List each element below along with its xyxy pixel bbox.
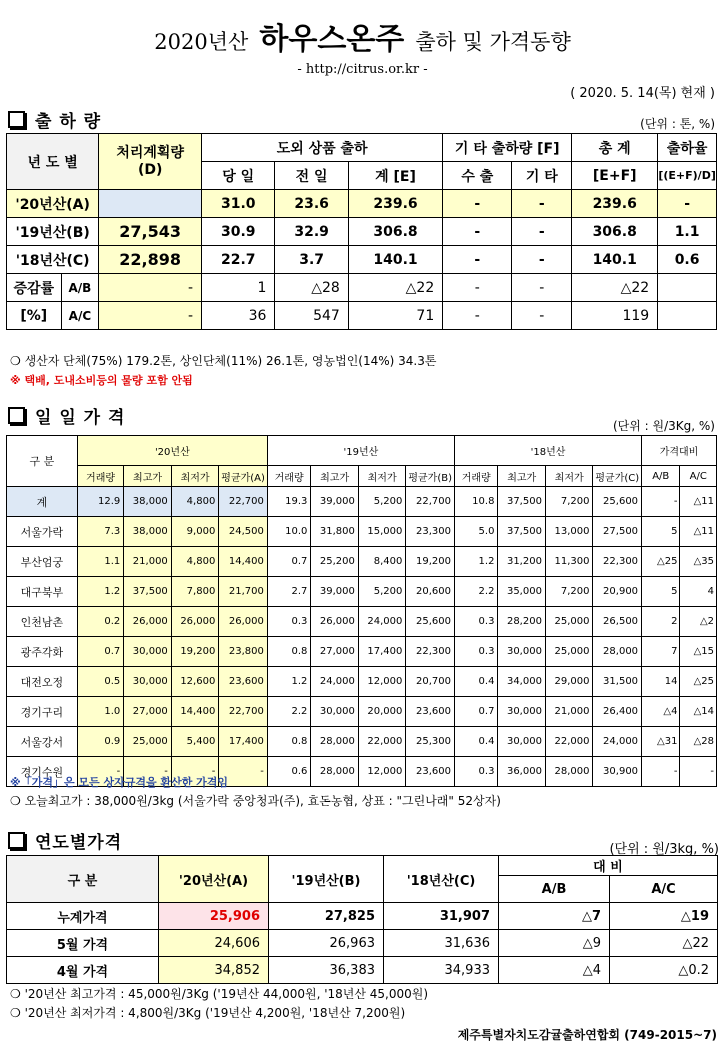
cell: 0.3 (454, 607, 497, 637)
cell: 38,000 (124, 517, 172, 547)
cell: 25,600 (593, 487, 642, 517)
cell: 22.7 (202, 246, 275, 274)
cell: 39,000 (311, 487, 359, 517)
table-row (7, 957, 718, 984)
cell: - (443, 190, 512, 218)
col-sub: 거래량 (267, 466, 310, 487)
cell: - (512, 274, 572, 302)
cell: 28,000 (311, 757, 359, 787)
table-row (7, 667, 717, 697)
cell: 24,500 (219, 517, 268, 547)
cell: 31.0 (202, 190, 275, 218)
col-rate-sub: [(E+F)/D] (658, 162, 717, 190)
col-rate: 출하율 (658, 134, 717, 162)
row-label: 부산엄궁 (7, 547, 78, 577)
cell: - (512, 218, 572, 246)
cell: 10.8 (454, 487, 497, 517)
cell: 12,600 (171, 667, 219, 697)
cell: 23,600 (406, 697, 455, 727)
col-sub: 최저가 (358, 466, 406, 487)
cell: 28,000 (593, 637, 642, 667)
yearly-max-note: ❍ '20년산 최고가격 : 45,000원/3Kg ('19년산 44,000원, '18년산 45,000원) (10, 987, 429, 1001)
cell: - (99, 274, 202, 302)
row-label: 경기수원 (7, 757, 78, 787)
title-suffix: 출하 및 가격동향 (415, 30, 571, 54)
cell: 0.7 (77, 637, 124, 667)
cell: 24,000 (311, 667, 359, 697)
cell: 35,000 (498, 577, 546, 607)
table-row (7, 218, 717, 246)
cell: △4 (642, 697, 680, 727)
cell: 12,000 (358, 667, 406, 697)
cell: 0.6 (267, 757, 310, 787)
col-year-2018: '18년산 (454, 436, 641, 466)
table-row (7, 246, 717, 274)
cell: 3.7 (275, 246, 348, 274)
cell: 0.5 (77, 667, 124, 697)
cell: 0.7 (267, 547, 310, 577)
cell: 0.7 (454, 697, 497, 727)
cell: 30,000 (498, 727, 546, 757)
cell: 140.1 (348, 246, 442, 274)
checkbox-square-icon (8, 407, 25, 424)
cell: △22 (348, 274, 442, 302)
cell: 12,000 (358, 757, 406, 787)
cell: 7,800 (171, 577, 219, 607)
cell: △2 (680, 607, 717, 637)
cell: 4,800 (171, 547, 219, 577)
cell: 36,383 (269, 957, 384, 984)
col-compare: 대 비 (499, 856, 718, 876)
col-prev: 전 일 (275, 162, 348, 190)
cell: 37,500 (124, 577, 172, 607)
site-url[interactable]: - http://citrus.or.kr - (297, 62, 428, 77)
cell: - (642, 487, 680, 517)
cell: 14,400 (171, 697, 219, 727)
cell: 0.6 (658, 246, 717, 274)
cell: 24,606 (159, 930, 269, 957)
cell: - (642, 757, 680, 787)
cell: 0.3 (454, 637, 497, 667)
cell: 37,500 (498, 517, 546, 547)
col-gubun: 구 분 (7, 436, 78, 487)
cell: - (512, 246, 572, 274)
cell: 21,000 (124, 547, 172, 577)
col-other: 기 타 출하량 [F] (443, 134, 572, 162)
cell: 20,700 (406, 667, 455, 697)
cell: △0.2 (610, 957, 718, 984)
cell: 239.6 (572, 190, 658, 218)
cell: 28,000 (311, 727, 359, 757)
cell: - (77, 757, 124, 787)
cell: 27,000 (124, 697, 172, 727)
row-label: 인천남촌 (7, 607, 78, 637)
cell: 27,825 (269, 903, 384, 930)
table-row (7, 302, 717, 330)
cell: 11,300 (545, 547, 593, 577)
cell: 2.2 (267, 697, 310, 727)
col-sub: 최고가 (124, 466, 172, 487)
cell: 23,800 (219, 637, 268, 667)
cell: 25,600 (406, 607, 455, 637)
cell: △15 (680, 637, 717, 667)
cell: 7,200 (545, 487, 593, 517)
cell: 20,600 (406, 577, 455, 607)
cell: 7 (642, 637, 680, 667)
row-label: A/C (61, 302, 99, 330)
table-row (7, 637, 717, 667)
cell: 20,000 (358, 697, 406, 727)
cell: 0.8 (267, 637, 310, 667)
cell: 140.1 (572, 246, 658, 274)
col-compare: 가격대비 (642, 436, 717, 466)
cell: 0.3 (454, 757, 497, 787)
cell: 26,963 (269, 930, 384, 957)
col-sub: 최저가 (171, 466, 219, 487)
cell: 22,700 (406, 487, 455, 517)
cell: - (680, 757, 717, 787)
table-row (7, 487, 717, 517)
cell: 22,700 (219, 697, 268, 727)
col-plan: 처리계획량 (D) (99, 134, 202, 190)
daily-price-table (6, 435, 717, 787)
cell: 547 (275, 302, 348, 330)
page-title (0, 14, 725, 58)
cell: 28,200 (498, 607, 546, 637)
table-row (7, 697, 717, 727)
cell: 306.8 (572, 218, 658, 246)
table-row (7, 190, 717, 218)
col-domestic: 도외 상품 출하 (202, 134, 443, 162)
cell: - (443, 274, 512, 302)
table-row (7, 727, 717, 757)
row-label: 경기구리 (7, 697, 78, 727)
cell: 36 (202, 302, 275, 330)
title-year: 2020년산 (154, 30, 249, 54)
cell: 30,000 (498, 697, 546, 727)
daily-unit: (단위 : 원/3Kg, %) (612, 419, 715, 433)
cell: 31,500 (593, 667, 642, 697)
cell: 31,800 (311, 517, 359, 547)
col-sub: A/C (680, 466, 717, 487)
checkbox-square-icon (8, 111, 25, 128)
cell: 27,500 (593, 517, 642, 547)
cell: 22,700 (219, 487, 268, 517)
cell: 36,000 (498, 757, 546, 787)
cell: 17,400 (358, 637, 406, 667)
cell: 5.0 (454, 517, 497, 547)
cell: - (658, 190, 717, 218)
col-sub: 최고가 (311, 466, 359, 487)
shipment-section-title: 출 하 량 (8, 107, 101, 132)
cell: 0.4 (454, 667, 497, 697)
daily-top-price: ❍ 오늘최고가 : 38,000원/3kg (서울가락 중앙청과(주), 효돈농협, 상표 : "그린나래" 52상자) (10, 794, 501, 808)
cell: 9,000 (171, 517, 219, 547)
cell: 30,000 (498, 637, 546, 667)
col-total-sub: [E+F] (572, 162, 658, 190)
cell: - (124, 757, 172, 787)
cell: 0.2 (77, 607, 124, 637)
cell: △11 (680, 517, 717, 547)
cell: 30,000 (311, 697, 359, 727)
yearly-price-table (6, 855, 718, 984)
col-sub: 최고가 (498, 466, 546, 487)
table-row (7, 607, 717, 637)
cell: 17,400 (219, 727, 268, 757)
cell: 27,543 (99, 218, 202, 246)
cell: 12.9 (77, 487, 124, 517)
cell: 239.6 (348, 190, 442, 218)
cell: 2.7 (267, 577, 310, 607)
cell: 19,200 (406, 547, 455, 577)
cell: 34,933 (384, 957, 499, 984)
cell: 24,000 (358, 607, 406, 637)
cell: 5,200 (358, 487, 406, 517)
cell: 26,500 (593, 607, 642, 637)
table-row (7, 903, 718, 930)
cell: 13,000 (545, 517, 593, 547)
cell: 21,000 (545, 697, 593, 727)
row-label: '18년산(C) (7, 246, 99, 274)
row-label: 대구북부 (7, 577, 78, 607)
cell: 71 (348, 302, 442, 330)
row-label: 4월 가격 (7, 957, 159, 984)
cell: 23.6 (275, 190, 348, 218)
cell: 30.9 (202, 218, 275, 246)
cell: △28 (275, 274, 348, 302)
cell: 14,400 (219, 547, 268, 577)
col-2020: '20년산(A) (159, 856, 269, 903)
cell: △25 (680, 667, 717, 697)
cell: 25,000 (545, 607, 593, 637)
cell: 21,700 (219, 577, 268, 607)
cell: - (443, 246, 512, 274)
cell: △14 (680, 697, 717, 727)
cell: 29,000 (545, 667, 593, 697)
checkbox-square-icon (8, 832, 25, 849)
cell: 7,200 (545, 577, 593, 607)
cell: 1.0 (77, 697, 124, 727)
cell: 26,000 (171, 607, 219, 637)
row-label: '20년산(A) (7, 190, 99, 218)
cell: 2.2 (454, 577, 497, 607)
cell: △25 (642, 547, 680, 577)
cell: 23,300 (406, 517, 455, 547)
col-sub: 거래량 (77, 466, 124, 487)
col-sum: 계 [E] (348, 162, 442, 190)
cell: 25,906 (159, 903, 269, 930)
cell: 5,400 (171, 727, 219, 757)
cell: 0.4 (454, 727, 497, 757)
cell: 26,400 (593, 697, 642, 727)
daily-note: ※「가격」은 모든 상자규격을 환산한 가격임 (10, 776, 229, 789)
cell: △35 (680, 547, 717, 577)
cell: △7 (499, 903, 610, 930)
table-row (7, 930, 718, 957)
cell: - (512, 190, 572, 218)
cell (658, 302, 717, 330)
cell: 5 (642, 577, 680, 607)
cell: 8,400 (358, 547, 406, 577)
cell: △9 (499, 930, 610, 957)
cell: 2 (642, 607, 680, 637)
table-row (7, 517, 717, 547)
cell: △4 (499, 957, 610, 984)
cell: - (512, 302, 572, 330)
col-etc: 기 타 (512, 162, 572, 190)
cell: 37,500 (498, 487, 546, 517)
cell: 22,300 (593, 547, 642, 577)
yearly-min-note: ❍ '20년산 최저가격 : 4,800원/3Kg ('19년산 4,200원, '18년산 7,200원) (10, 1006, 406, 1020)
col-sub: 평균가(A) (219, 466, 268, 487)
cell: 23,600 (406, 757, 455, 787)
col-ab: A/B (499, 876, 610, 903)
cell: △19 (610, 903, 718, 930)
footer-org: 제주특별자치도감귤출하연합회 (749-2015~7) (457, 1028, 717, 1042)
cell: 31,907 (384, 903, 499, 930)
col-2019: '19년산(B) (269, 856, 384, 903)
cell: 30,000 (124, 667, 172, 697)
cell: △11 (680, 487, 717, 517)
cell: 1.2 (454, 547, 497, 577)
cell: 25,200 (311, 547, 359, 577)
shipment-note: ❍ 생산자 단체(75%) 179.2톤, 상인단체(11%) 26.1톤, 영농법인(14%) 34.3톤 (10, 354, 437, 368)
cell: 24,000 (593, 727, 642, 757)
col-year-2019: '19년산 (267, 436, 454, 466)
cell: 1 (202, 274, 275, 302)
cell: 1.2 (267, 667, 310, 697)
cell: 26,000 (219, 607, 268, 637)
cell: 39,000 (311, 577, 359, 607)
table-row (7, 577, 717, 607)
cell: △28 (680, 727, 717, 757)
cell: 15,000 (358, 517, 406, 547)
cell: 1.2 (77, 577, 124, 607)
cell: 4,800 (171, 487, 219, 517)
table-row (7, 274, 717, 302)
cell: 22,898 (99, 246, 202, 274)
cell: 26,000 (311, 607, 359, 637)
cell: 31,200 (498, 547, 546, 577)
cell: 27,000 (311, 637, 359, 667)
cell: 28,000 (545, 757, 593, 787)
col-ac: A/C (610, 876, 718, 903)
cell: 306.8 (348, 218, 442, 246)
change-pct: [%] (7, 302, 62, 330)
col-total: 총 계 (572, 134, 658, 162)
col-sub: 최저가 (545, 466, 593, 487)
col-year: 년 도 별 (7, 134, 99, 190)
cell: 25,000 (124, 727, 172, 757)
cell: 20,900 (593, 577, 642, 607)
cell: - (99, 302, 202, 330)
cell: 19.3 (267, 487, 310, 517)
cell: 22,300 (406, 637, 455, 667)
cell: 34,000 (498, 667, 546, 697)
cell: - (443, 218, 512, 246)
col-sub: 거래량 (454, 466, 497, 487)
cell: 19,200 (171, 637, 219, 667)
cell: 22,000 (358, 727, 406, 757)
cell: 34,852 (159, 957, 269, 984)
cell: 7.3 (77, 517, 124, 547)
col-today: 당 일 (202, 162, 275, 190)
cell: 14 (642, 667, 680, 697)
cell: 25,000 (545, 637, 593, 667)
cell (658, 274, 717, 302)
cell: 1.1 (77, 547, 124, 577)
row-label: 서울강서 (7, 727, 78, 757)
row-label: 계 (7, 487, 78, 517)
cell: 119 (572, 302, 658, 330)
report-date: ( 2020. 5. 14(목) 현재 ) (570, 86, 715, 101)
row-label: 서울가락 (7, 517, 78, 547)
cell: 31,636 (384, 930, 499, 957)
shipment-table (6, 133, 717, 330)
row-label: 5월 가격 (7, 930, 159, 957)
cell: 0.3 (267, 607, 310, 637)
cell: 30,000 (124, 637, 172, 667)
row-label: '19년산(B) (7, 218, 99, 246)
shipment-unit: (단위 : 톤, %) (640, 117, 715, 131)
table-row (7, 547, 717, 577)
cell: 5,200 (358, 577, 406, 607)
cell: △22 (610, 930, 718, 957)
cell: △22 (572, 274, 658, 302)
col-year-2020: '20년산 (77, 436, 267, 466)
cell: 22,000 (545, 727, 593, 757)
col-gubun: 구 분 (7, 856, 159, 903)
cell: - (443, 302, 512, 330)
cell: 4 (680, 577, 717, 607)
daily-section-title: 일 일 가 격 (8, 403, 125, 428)
cell: - (219, 757, 268, 787)
change-label: 증감률 (7, 274, 62, 302)
row-label: 누계가격 (7, 903, 159, 930)
shipment-warning: ※ 택배, 도내소비등의 물량 포함 안됨 (10, 374, 193, 387)
row-label: A/B (61, 274, 99, 302)
cell: 0.8 (267, 727, 310, 757)
cell: 10.0 (267, 517, 310, 547)
cell: 0.9 (77, 727, 124, 757)
cell: - (171, 757, 219, 787)
row-label: 광주각화 (7, 637, 78, 667)
col-export: 수 출 (443, 162, 512, 190)
title-product: 하우스온주 (259, 22, 405, 57)
cell (99, 190, 202, 218)
col-2018: '18년산(C) (384, 856, 499, 903)
col-sub: A/B (642, 466, 680, 487)
cell: 25,300 (406, 727, 455, 757)
col-sub: 평균가(B) (406, 466, 455, 487)
col-sub: 평균가(C) (593, 466, 642, 487)
cell: △31 (642, 727, 680, 757)
cell: 23,600 (219, 667, 268, 697)
cell: 32.9 (275, 218, 348, 246)
cell: 5 (642, 517, 680, 547)
row-label: 대전오정 (7, 667, 78, 697)
cell: 26,000 (124, 607, 172, 637)
cell: 1.1 (658, 218, 717, 246)
yearly-unit: (단위 : 원/3kg, %) (609, 842, 719, 857)
cell: 30,900 (593, 757, 642, 787)
cell: 38,000 (124, 487, 172, 517)
yearly-section-title: 연도별가격 (8, 828, 122, 853)
